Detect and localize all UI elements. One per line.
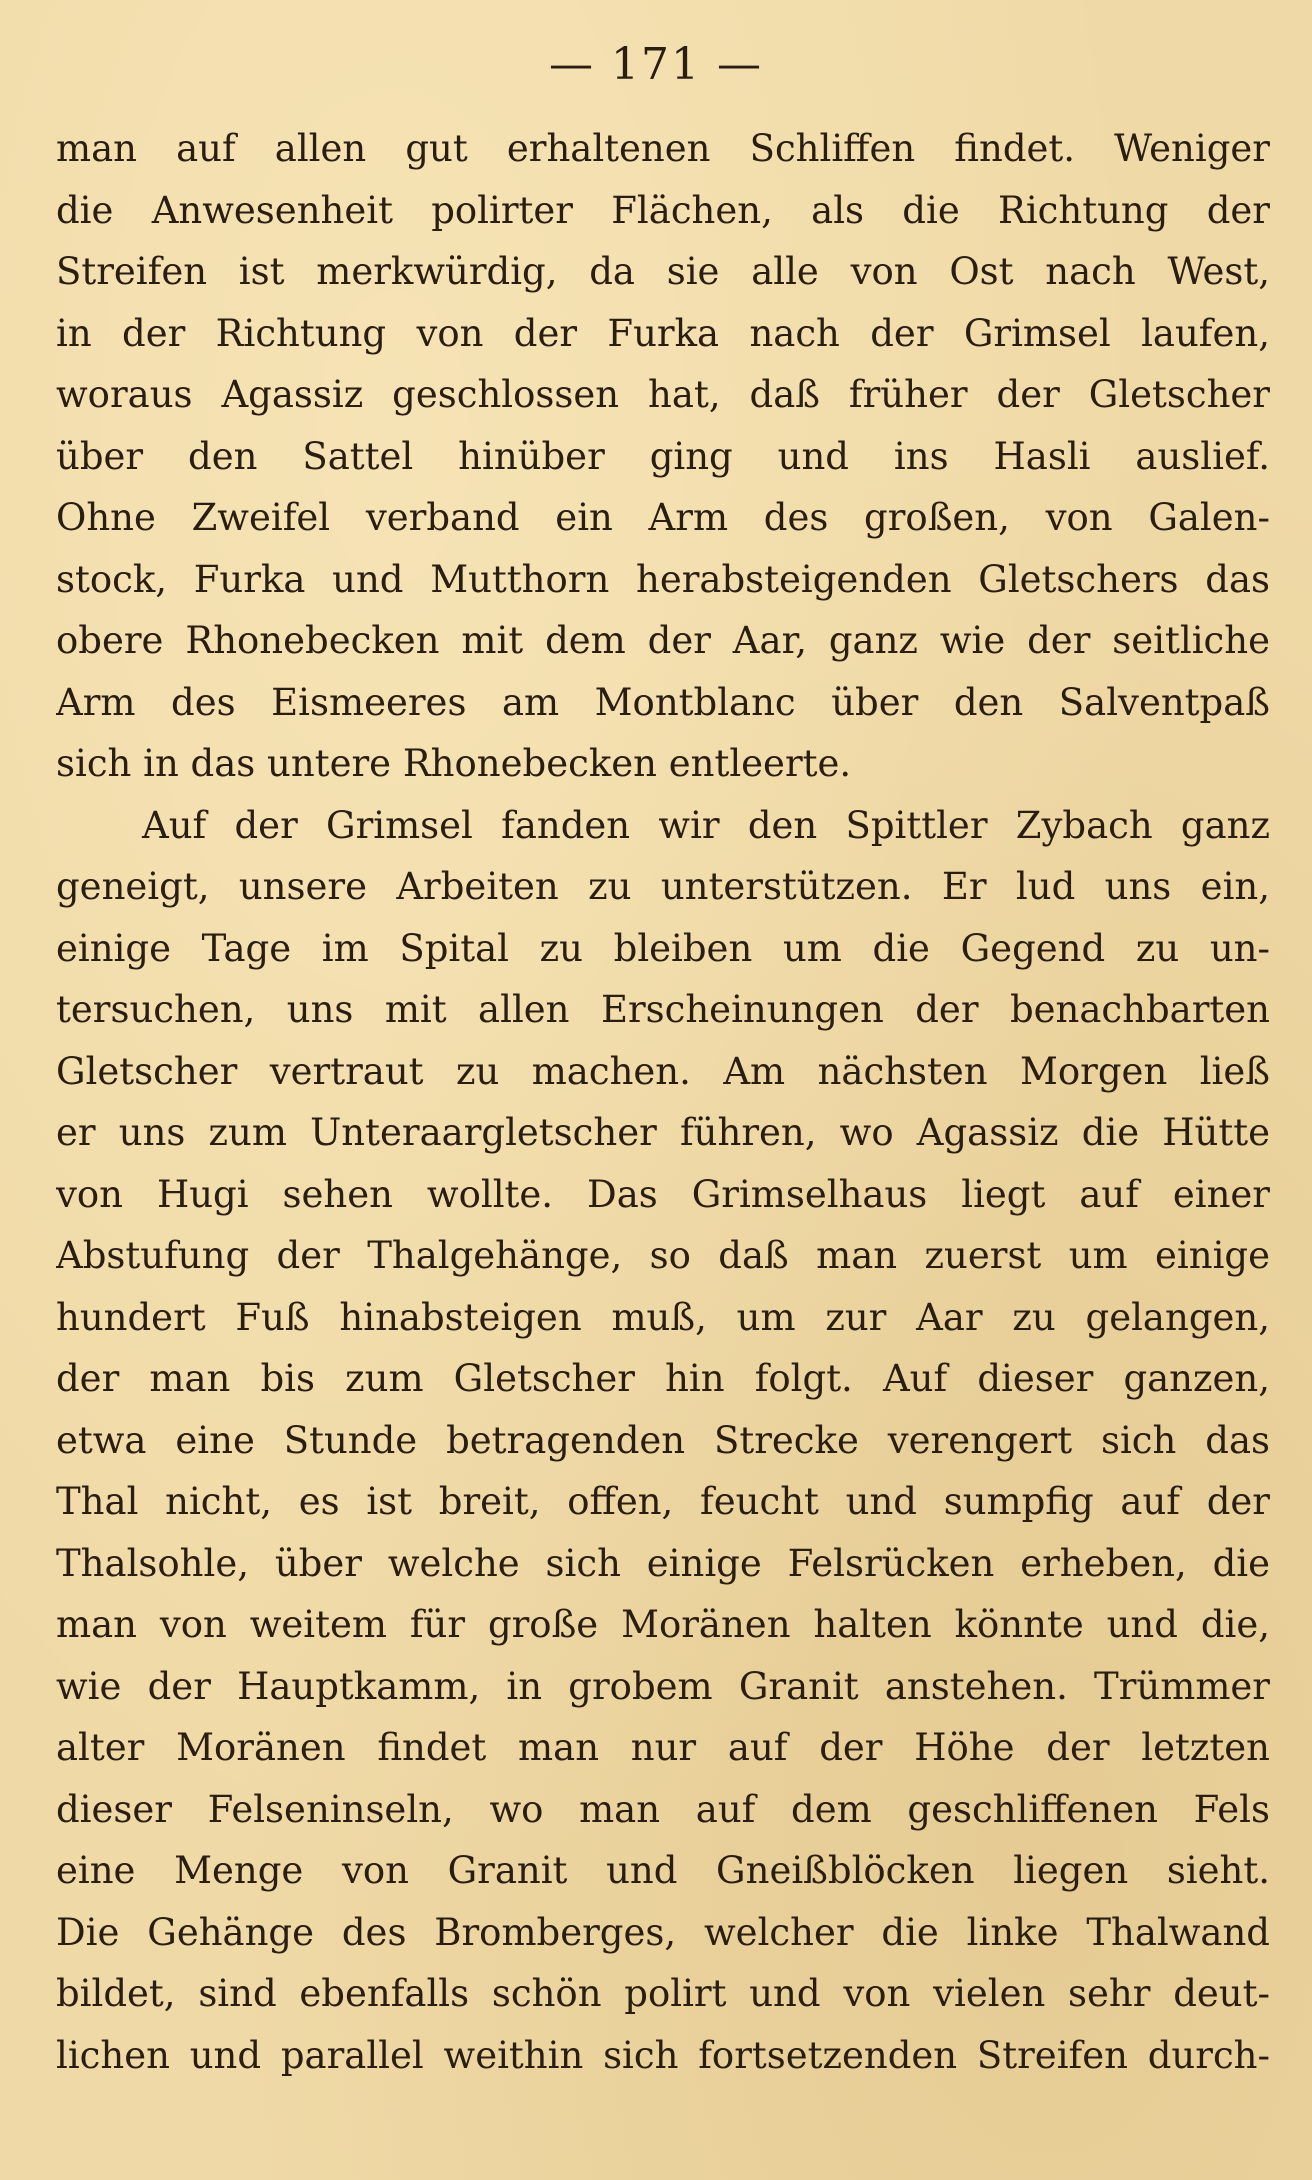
- text-line: Abstufung der Thalgehänge, so daß man zuerst um einige: [56, 1234, 1270, 1277]
- text-line: Thalsohle, über welche sich einige Felsrücken erheben, die: [56, 1541, 1270, 1585]
- text-line: einige Tage im Spital zu bleiben um die Gegend zu un-: [56, 926, 1270, 970]
- text-line: eine Menge von Granit und Gneißblöcken liegen sieht.: [56, 1849, 1270, 1892]
- text-line: hundert Fuß hinabsteigen muß, um zur Aar zu gelangen,: [56, 1295, 1270, 1339]
- text-line: dieser Felseninseln, wo man auf dem geschliffenen Fels: [56, 1787, 1270, 1831]
- text-line: etwa eine Stunde betragenden Strecke verengert sich das: [56, 1418, 1270, 1462]
- text-line: wie der Hauptkamm, in grobem Granit anstehen. Trümmer: [56, 1664, 1270, 1708]
- text-line: woraus Agassiz geschlossen hat, daß früher der Gletscher: [56, 373, 1270, 416]
- text-line: geneigt, unsere Arbeiten zu unterstützen. Er lud uns ein,: [56, 865, 1270, 908]
- text-line: alter Moränen findet man nur auf der Höhe der letzten: [56, 1726, 1270, 1769]
- text-line: er uns zum Unteraargletscher führen, wo Agassiz die Hütte: [56, 1111, 1270, 1154]
- text-line: Thal nicht, es ist breit, offen, feucht und sumpfig auf der: [56, 1480, 1270, 1523]
- text-line: die Anwesenheit polirter Flächen, als die Richtung der: [56, 188, 1270, 232]
- text-line: Die Gehänge des Bromberges, welcher die linke Thalwand: [56, 1910, 1270, 1954]
- text-line: von Hugi sehen wollte. Das Grimselhaus liegt auf einer: [56, 1172, 1270, 1216]
- text-line: man auf allen gut erhaltenen Schliffen findet. Weniger: [56, 127, 1270, 170]
- page-number: — 171 —: [549, 39, 763, 90]
- text-line: Gletscher vertraut zu machen. Am nächsten Morgen ließ: [56, 1049, 1270, 1093]
- text-line: lichen und parallel weithin sich fortsetzenden Streifen durch-: [56, 2033, 1270, 2077]
- text-line: obere Rhonebecken mit dem der Aar, ganz wie der seitliche: [56, 619, 1270, 662]
- text-line: Streifen ist merkwürdig, da sie alle von Ost nach West,: [56, 250, 1270, 293]
- paragraph-end-line: sich in das untere Rhonebecken entleerte.: [56, 742, 852, 785]
- text-line: man von weitem für große Moränen halten könnte und die,: [56, 1603, 1270, 1646]
- text-line: in der Richtung von der Furka nach der Grimsel laufen,: [56, 311, 1270, 355]
- text-line: stock, Furka und Mutthorn herabsteigenden Gletschers das: [56, 557, 1270, 601]
- text-line: über den Sattel hinüber ging und ins Hasli auslief.: [56, 434, 1270, 478]
- paragraph-start-line: Auf der Grimsel fanden wir den Spittler Zybach ganz: [142, 803, 1270, 847]
- text-line: der man bis zum Gletscher hin folgt. Auf dieser ganzen,: [56, 1357, 1270, 1400]
- text-line: tersuchen, uns mit allen Erscheinungen der benachbarten: [56, 988, 1270, 1031]
- text-line: Arm des Eismeeres am Montblanc über den Salventpaß: [56, 680, 1270, 724]
- text-line: Ohne Zweifel verband ein Arm des großen, von Galen-: [56, 496, 1270, 539]
- text-line: bildet, sind ebenfalls schön polirt und von vielen sehr deut-: [56, 1972, 1270, 2015]
- body-text: [56, 118, 1270, 2086]
